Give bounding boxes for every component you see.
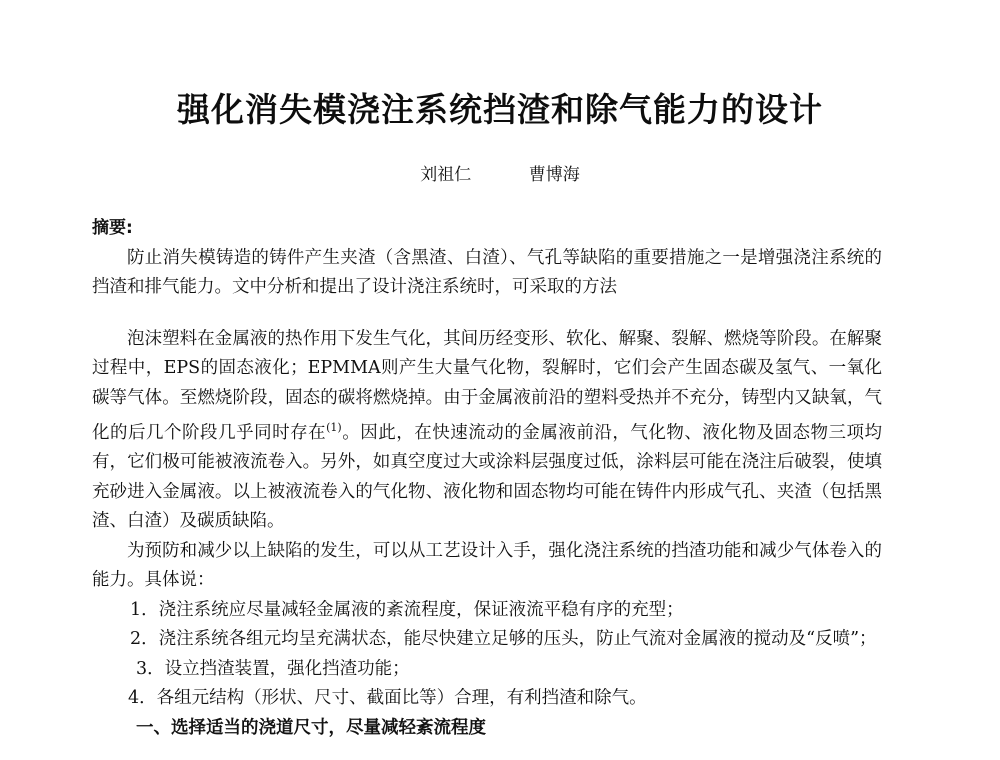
body-paragraph: 为预防和减少以上缺陷的发生，可以从工艺设计入手，强化浇注系统的挡渣功能和减少气体卷入的能力。具体说： [92, 540, 882, 591]
reference-marker: (1) [326, 421, 342, 434]
paragraph-gap [92, 303, 882, 325]
abstract-label: 摘要: [92, 218, 133, 238]
author-name: 曹博海 [528, 165, 580, 185]
paragraph-text: 泡沫塑料在金属液的热作用下发生气化，其间历经变形、软化、解聚、裂解、燃烧等阶段。在解聚过程中，EPS的固态液化；EPMMA则产生大量气化物，裂解时，它们会产生固态碳及氢气、一氧化碳等气体。至燃烧阶段，固态的碳将燃烧掉。由于金属液前沿的塑料受热并不充分，铸型内又缺氧，气化的后几个阶段几乎同时存在 [92, 328, 882, 443]
list-item: 4．各组元结构（形状、尺寸、截面比等）合理，有利挡渣和除气。 [128, 688, 647, 709]
paper-body [92, 214, 882, 743]
list-item: 3．设立挡渣装置，强化挡渣功能； [136, 658, 410, 679]
author-line [0, 160, 1000, 185]
paragraph-text: 。因此，在快速流动的金属液前沿，气化物、液化物及固态物三项均有，它们极可能被液流卷入。另外，如真空度过大或涂料层强度过低，涂料层可能在浇注后破裂，使填充砂进入金属液。以上被液流卷入的气化物、液化物和固态物均可能在铸件内形成气孔、夹渣（包括黑渣、白渣）及碳质缺陷。 [92, 422, 882, 532]
body-paragraph [92, 325, 882, 537]
section-heading: 一、选择适当的浇道尺寸，尽量减轻紊流程度 [136, 717, 486, 738]
abstract-text: 防止消失模铸造的铸件产生夹渣（含黑渣、白渣）、气孔等缺陷的重要措施之一是增强浇注系统的挡渣和排气能力。文中分析和提出了设计浇注系统时，可采取的方法 [92, 247, 882, 297]
paper-title: 强化消失模浇注系统挡渣和除气能力的设计 [177, 90, 823, 129]
list-item: 1．浇注系统应尽量减轻金属液的紊流程度，保证液流平稳有序的充型； [130, 599, 684, 620]
list-item: 2．浇注系统各组元均呈充满状态，能尽快建立足够的压头，防止气流对金属液的搅动及“反喷”； [130, 629, 877, 650]
author-name: 刘祖仁 [420, 165, 472, 185]
